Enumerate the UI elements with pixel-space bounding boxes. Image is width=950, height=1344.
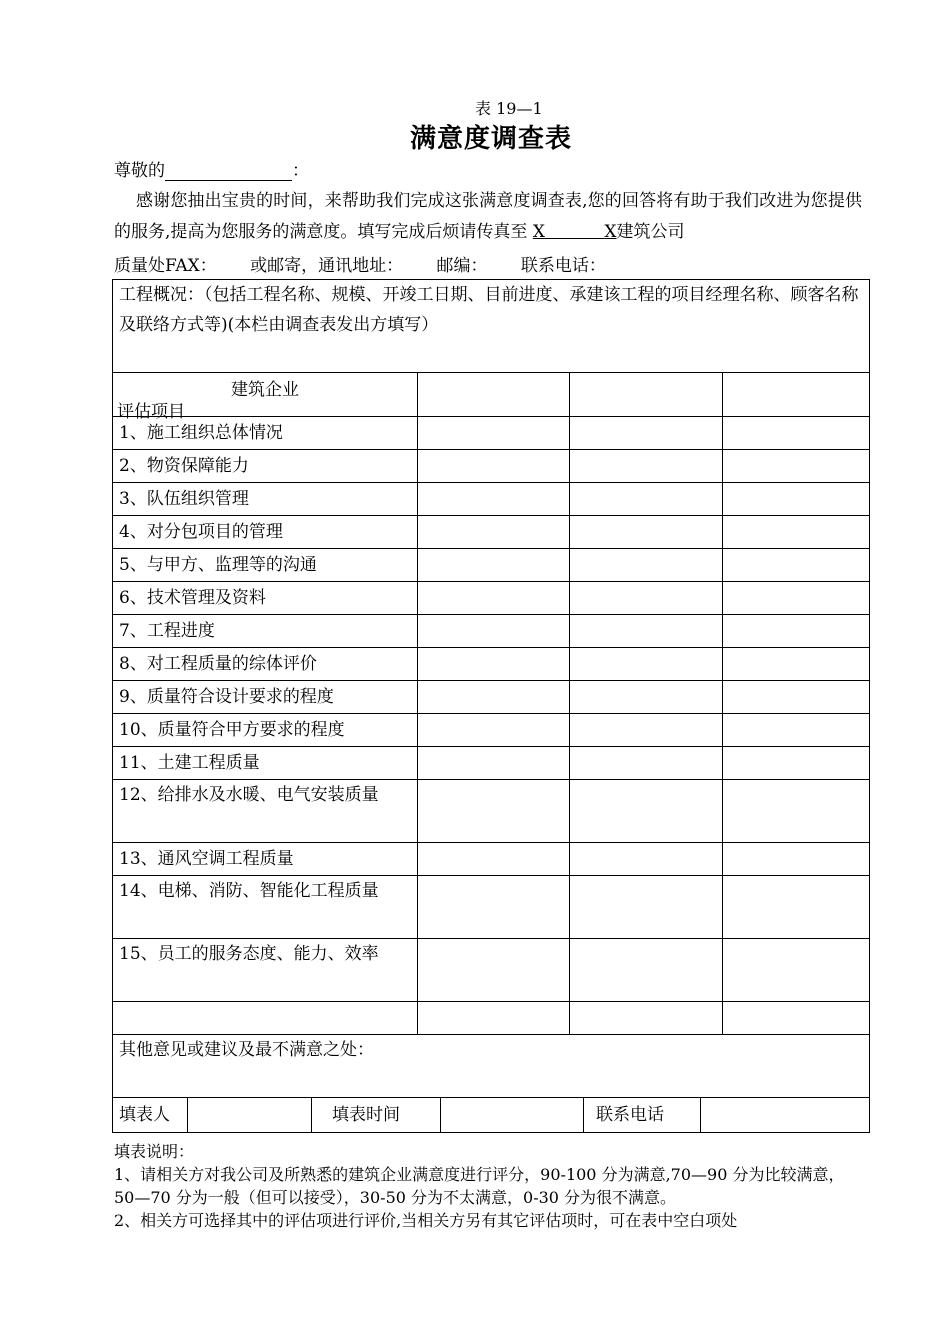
salutation-prefix: 尊敬的 bbox=[114, 161, 165, 181]
score-cell[interactable] bbox=[723, 843, 870, 876]
table-row bbox=[113, 450, 870, 483]
score-cell[interactable] bbox=[570, 648, 723, 681]
item-label: 13、通风空调工程质量 bbox=[113, 843, 418, 876]
filler-label: 填表人 bbox=[113, 1098, 188, 1132]
score-cell[interactable] bbox=[417, 681, 570, 714]
filler-input[interactable] bbox=[188, 1098, 312, 1132]
contact-phone: 联系电话： bbox=[520, 256, 606, 276]
item-label: 12、给排水及水暖、电气安装质量 bbox=[113, 780, 418, 843]
item-label: 8、对工程质量的综体评价 bbox=[113, 648, 418, 681]
item-label: 2、物资保障能力 bbox=[113, 450, 418, 483]
table-row bbox=[113, 876, 870, 939]
diagonal-header-cell bbox=[113, 373, 418, 422]
overview-cell[interactable]: 工程概况：（包括工程名称、规模、开竣工日期、目前进度、承建该工程的项目经理名称、顾客名称及联络方式等)(本栏由调查表发出方填写） bbox=[113, 280, 870, 373]
other-comments-row bbox=[113, 1035, 870, 1098]
score-cell[interactable] bbox=[723, 780, 870, 843]
header-item-label: 评估项目 bbox=[117, 402, 185, 422]
instructions bbox=[114, 1140, 864, 1232]
phone-input[interactable] bbox=[701, 1098, 870, 1132]
header-company-label: 建筑企业 bbox=[231, 380, 299, 400]
table-row bbox=[113, 516, 870, 549]
score-cell[interactable] bbox=[417, 939, 570, 1002]
score-cell[interactable] bbox=[570, 483, 723, 516]
footer-row bbox=[113, 1098, 870, 1133]
score-cell[interactable] bbox=[417, 582, 570, 615]
contact-zip: 邮编： bbox=[436, 256, 488, 276]
score-cell[interactable] bbox=[723, 549, 870, 582]
item-label: 7、工程进度 bbox=[113, 615, 418, 648]
score-cell[interactable] bbox=[723, 516, 870, 549]
contact-fax: 质量处FAX： bbox=[114, 256, 217, 276]
score-cell[interactable] bbox=[723, 747, 870, 780]
score-cell[interactable] bbox=[417, 1002, 570, 1035]
item-label: 6、技术管理及资料 bbox=[113, 582, 418, 615]
score-cell[interactable] bbox=[417, 843, 570, 876]
table-row bbox=[113, 780, 870, 843]
date-label: 填表时间 bbox=[312, 1098, 441, 1132]
score-cell[interactable] bbox=[417, 615, 570, 648]
score-cell[interactable] bbox=[570, 747, 723, 780]
score-cell[interactable] bbox=[570, 843, 723, 876]
score-cell[interactable] bbox=[723, 1002, 870, 1035]
score-cell[interactable] bbox=[723, 483, 870, 516]
blank-table-row bbox=[113, 1002, 870, 1035]
recipient-blank[interactable] bbox=[165, 164, 292, 181]
score-cell[interactable] bbox=[723, 582, 870, 615]
item-label: 5、与甲方、监理等的沟通 bbox=[113, 549, 418, 582]
score-cell[interactable] bbox=[417, 417, 570, 450]
item-label: 14、电梯、消防、智能化工程质量 bbox=[113, 876, 418, 939]
score-cell[interactable] bbox=[417, 483, 570, 516]
score-cell[interactable] bbox=[417, 549, 570, 582]
contact-line bbox=[114, 251, 634, 276]
table-row bbox=[113, 714, 870, 747]
score-cell[interactable] bbox=[417, 516, 570, 549]
score-cell[interactable] bbox=[570, 714, 723, 747]
score-cell[interactable] bbox=[570, 450, 723, 483]
item-label: 1、施工组织总体情况 bbox=[113, 417, 418, 450]
score-cell[interactable] bbox=[570, 876, 723, 939]
instruction-2: 2、相关方可选择其中的评估项进行评价,当相关方另有其它评估项时，可在表中空白项处 bbox=[114, 1211, 738, 1230]
score-cell[interactable] bbox=[570, 681, 723, 714]
table-row bbox=[113, 549, 870, 582]
company-column-1[interactable] bbox=[417, 373, 570, 417]
score-cell[interactable] bbox=[723, 615, 870, 648]
table-row bbox=[113, 615, 870, 648]
table-row bbox=[113, 939, 870, 1002]
score-cell[interactable] bbox=[723, 417, 870, 450]
score-cell[interactable] bbox=[570, 516, 723, 549]
score-cell[interactable] bbox=[723, 939, 870, 1002]
score-cell[interactable] bbox=[723, 450, 870, 483]
table-row bbox=[113, 582, 870, 615]
overview-row bbox=[113, 280, 870, 373]
score-cell[interactable] bbox=[570, 582, 723, 615]
contact-mail: 或邮寄，通讯地址： bbox=[250, 256, 404, 276]
item-label: 4、对分包项目的管理 bbox=[113, 516, 418, 549]
item-label: 3、队伍组织管理 bbox=[113, 483, 418, 516]
score-cell[interactable] bbox=[723, 648, 870, 681]
score-cell[interactable] bbox=[570, 939, 723, 1002]
table-row bbox=[113, 483, 870, 516]
phone-label: 联系电话 bbox=[584, 1098, 701, 1132]
intro-paragraph bbox=[114, 186, 862, 248]
table-row bbox=[113, 681, 870, 714]
table-row bbox=[113, 747, 870, 780]
survey-table bbox=[112, 279, 870, 1133]
item-label: 15、员工的服务态度、能力、效率 bbox=[113, 939, 418, 1002]
intro-text: 感谢您抽出宝贵的时间，来帮助我们完成这张满意度调查表,您的回答将有助于我们改进为您提供的服务,提高为您服务的满意度。填写完成后烦请传真至 bbox=[114, 191, 862, 242]
blank-item-cell[interactable] bbox=[113, 1002, 418, 1035]
table-number: 表 19—1 bbox=[475, 99, 543, 118]
score-cell[interactable] bbox=[570, 780, 723, 843]
salutation-suffix: ： bbox=[292, 161, 309, 181]
company-column-3[interactable] bbox=[723, 373, 870, 417]
table-row bbox=[113, 417, 870, 450]
score-cell[interactable] bbox=[570, 1002, 723, 1035]
salutation bbox=[114, 156, 309, 181]
company-column-2[interactable] bbox=[570, 373, 723, 417]
table-row bbox=[113, 648, 870, 681]
score-cell[interactable] bbox=[723, 681, 870, 714]
intro-fax-blank: X X bbox=[532, 222, 617, 242]
score-cell[interactable] bbox=[417, 714, 570, 747]
date-input[interactable] bbox=[441, 1098, 584, 1132]
intro-company: 建筑公司 bbox=[616, 222, 685, 242]
page-title: 满意度调查表 bbox=[409, 124, 572, 154]
instructions-heading: 填表说明： bbox=[114, 1142, 195, 1161]
score-cell[interactable] bbox=[570, 417, 723, 450]
score-cell[interactable] bbox=[723, 876, 870, 939]
instruction-1: 1、请相关方对我公司及所熟悉的建筑企业满意度进行评分，90-100 分为满意,70—90 分为比较满意，50—70 分为一般（但可以接受），30-50 分为不太满意，0-30 分为很不满意。 bbox=[114, 1165, 845, 1207]
table-header-row bbox=[113, 373, 870, 417]
score-cell[interactable] bbox=[417, 780, 570, 843]
table-row bbox=[113, 843, 870, 876]
score-cell[interactable] bbox=[570, 615, 723, 648]
item-label: 9、质量符合设计要求的程度 bbox=[113, 681, 418, 714]
score-cell[interactable] bbox=[723, 714, 870, 747]
item-label: 11、土建工程质量 bbox=[113, 747, 418, 780]
score-cell[interactable] bbox=[417, 450, 570, 483]
item-label: 10、质量符合甲方要求的程度 bbox=[113, 714, 418, 747]
other-comments-cell[interactable]: 其他意见或建议及最不满意之处： bbox=[113, 1035, 870, 1098]
score-cell[interactable] bbox=[570, 549, 723, 582]
score-cell[interactable] bbox=[417, 747, 570, 780]
score-cell[interactable] bbox=[417, 648, 570, 681]
score-cell[interactable] bbox=[417, 876, 570, 939]
